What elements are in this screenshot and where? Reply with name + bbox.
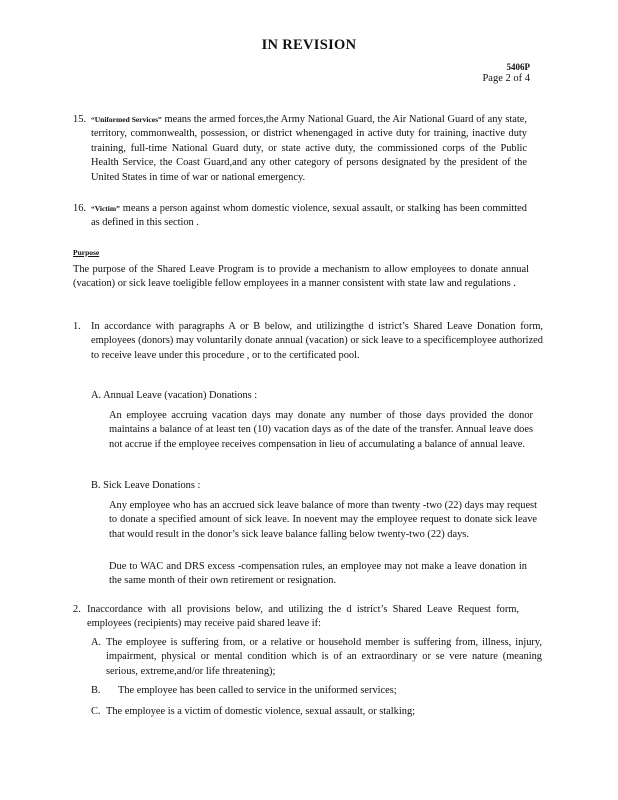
definition-uniformed-services [91, 113, 527, 185]
definition-term: “Uniformed Services” [91, 115, 162, 124]
page-title: IN REVISION [261, 37, 357, 53]
subsection-paragraph: Any employee who has an accrued sick leave balance of more than twenty -two (22) days may request to donate a specified amount of sick leave. In noevent may the employee request to donate sick leave that would result in the donor’s sick leave balance falling below twenty-two (22) days. [109, 500, 537, 540]
section-heading-purpose: Purpose [73, 248, 100, 257]
condition-text-content: The employee is suffering from, or a relative or household member is suffering from, illness, injury, impairment, physical or mental condition which is of an extraordinary or se vere nature (meaning serious, extreme,and/or life threatening); [106, 637, 542, 677]
definition-text: means the armed forces,the Army National Guard, the Air National Guard of any state, territory, commonwealth, possession, or district whenengaged in active duty for training, inactive duty training, full-time National Guard duty, or state active duty, the commissioned corps of the Public Health Service, the Coast Guard,and any other category of persons designated by the president of the United States in time of war or national emergency. [91, 114, 527, 183]
page-number: Page 2 of 4 [482, 73, 530, 84]
definition-number: 16. [73, 203, 86, 214]
list-item-text: In accordance with paragraphs A or B below, and utilizingthe d istrict’s Shared Leave Donation form, employees (donors) may voluntarily donate annual (vacation) or sick leave to a specificemployee authorized to receive leave under this procedure , or to the certificated pool. [91, 321, 543, 361]
subsection-label: B. Sick Leave Donations : [91, 480, 201, 491]
condition-label: A. [91, 637, 102, 648]
definition-text: means a person against whom domestic violence, sexual assault, or stalking has been committed as defined in this section . [91, 203, 527, 229]
condition-text: The employee has been called to service in the uniformed services; [118, 685, 397, 696]
list-item-text: Inaccordance with all provisions below, and utilizing the d istrict’s Shared Leave Request form, employees (recipients) may receive paid shared leave if: [87, 604, 519, 630]
policy-number: 5406P [506, 62, 530, 72]
subsection-label: A. Annual Leave (vacation) Donations : [91, 390, 258, 401]
condition-text: The employee is a victim of domestic violence, sexual assault, or stalking; [106, 706, 416, 717]
condition-label: C. [91, 706, 101, 717]
definition-victim [91, 202, 527, 231]
list-item-number: 1. [73, 321, 81, 332]
list-item-number: 2. [73, 604, 81, 615]
subsection-paragraph: Due to WAC and DRS excess -compensation rules, an employee may not make a leave donation in the same month of their own retirement or resignation. [109, 561, 527, 587]
subsection-paragraph: An employee accruing vacation days may donate any number of those days provided the donor maintains a balance of at least ten (10) vacation days as of the date of the transfer. Annual leave does not accrue if the employee receives compensation in lieu of accumulating a balance of annual leave. [109, 410, 533, 450]
definition-number: 15. [73, 114, 86, 125]
purpose-paragraph: The purpose of the Shared Leave Program is to provide a mechanism to allow employees to donate annual (vacation) or sick leave toeligible fellow employees in a manner consistent with state law and regulations . [73, 264, 529, 290]
definition-term: “Victim” [91, 204, 120, 213]
condition-text [106, 636, 542, 679]
condition-label: B. [91, 685, 101, 696]
